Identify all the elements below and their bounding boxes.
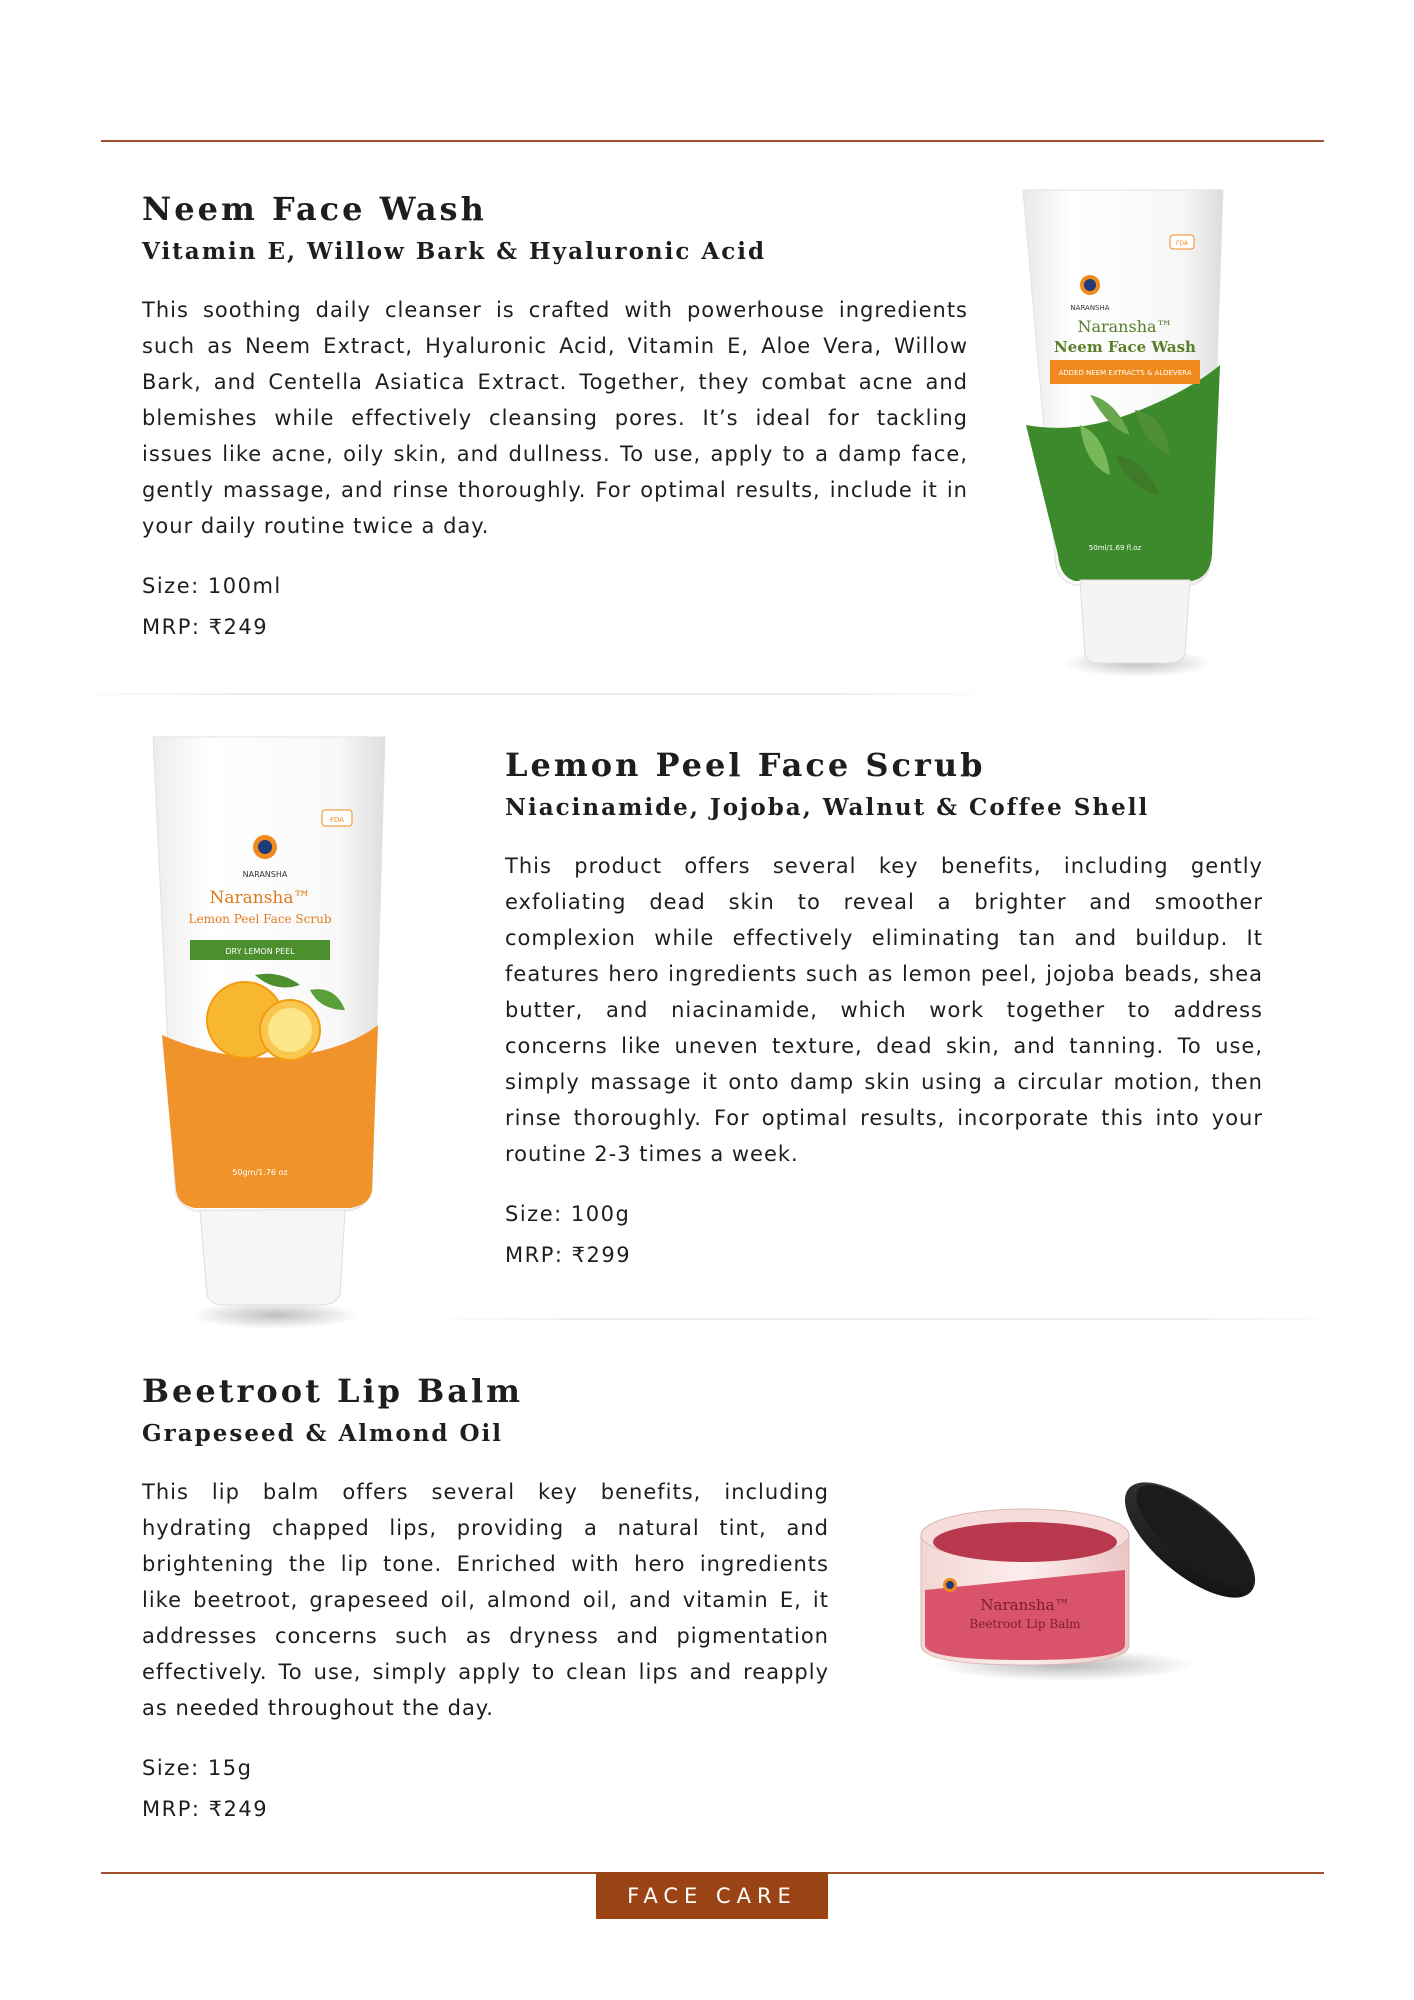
svg-text:ADDED NEEM EXTRACTS & ALOEVERA: ADDED NEEM EXTRACTS & ALOEVERA xyxy=(1058,369,1192,377)
product-subtitle: Vitamin E, Willow Bark & Hyaluronic Acid xyxy=(142,238,767,265)
product-mrp: MRP: ₹249 xyxy=(142,615,269,639)
svg-text:FDA: FDA xyxy=(1175,240,1189,247)
section-divider xyxy=(420,1318,1350,1320)
neem-face-wash-tube-image xyxy=(1020,185,1250,685)
svg-text:50ml/1.69 fl.oz: 50ml/1.69 fl.oz xyxy=(1088,544,1142,552)
product-subtitle: Grapeseed & Almond Oil xyxy=(142,1420,504,1447)
beetroot-lip-balm-jar-image xyxy=(905,1460,1265,1690)
svg-text:FDA: FDA xyxy=(329,816,345,824)
product-title: Beetroot Lip Balm xyxy=(142,1372,523,1410)
product-beetroot-lip-balm xyxy=(142,1372,829,1823)
product-size: Size: 15g xyxy=(142,1756,253,1780)
svg-text:NARANSHA: NARANSHA xyxy=(1070,304,1110,312)
product-title: Neem Face Wash xyxy=(142,190,487,228)
svg-text:Beetroot Lip Balm: Beetroot Lip Balm xyxy=(969,1617,1081,1631)
product-lemon-peel-face-scrub xyxy=(505,746,1263,1269)
product-title: Lemon Peel Face Scrub xyxy=(505,746,986,784)
svg-text:50gm/1.76 oz: 50gm/1.76 oz xyxy=(232,1168,288,1177)
lemon-peel-face-scrub-tube-image xyxy=(150,735,400,1335)
product-neem-face-wash xyxy=(142,190,968,641)
svg-text:Naransha™: Naransha™ xyxy=(1077,317,1173,336)
product-mrp: MRP: ₹249 xyxy=(142,1797,269,1821)
product-mrp: MRP: ₹299 xyxy=(505,1243,632,1267)
svg-text:Naransha™: Naransha™ xyxy=(209,888,311,908)
product-size: Size: 100g xyxy=(505,1202,631,1226)
product-description: This soothing daily cleanser is crafted with powerhouse ingredients such as Neem Extract, Hyaluronic Acid, Vitamin E, Aloe Vera, Willow Bark, and Centella Asiatica Extract. Together, they combat acne and blemishes while effectively cleansing pores. It’s ideal for tackling issues like acne, oily skin, and dullness. To use, apply to a damp face, gently massage, and rinse thoroughly. For optimal results, include it in your daily routine twice a day. xyxy=(142,298,968,538)
svg-text:NARANSHA: NARANSHA xyxy=(242,870,288,879)
section-label: FACE CARE xyxy=(596,1872,828,1919)
svg-text:Naransha™: Naransha™ xyxy=(980,1596,1070,1614)
product-subtitle: Niacinamide, Jojoba, Walnut & Coffee Shell xyxy=(505,794,1150,821)
svg-text:Neem Face Wash: Neem Face Wash xyxy=(1054,338,1196,356)
section-divider xyxy=(60,693,1010,695)
product-description: This lip balm offers several key benefits, including hydrating chapped lips, providing a natural tint, and brightening the lip tone. Enriched with hero ingredients like beetroot, grapeseed oil, almond oil, and vitamin E, it addresses concerns such as dryness and pigmentation effectively. To use, simply apply to clean lips and reapply as needed throughout the day. xyxy=(142,1480,829,1720)
product-description: This product offers several key benefits, including gently exfoliating dead skin to reveal a brighter and smoother complexion while effectively eliminating tan and buildup. It features hero ingredients such as lemon peel, jojoba beads, shea butter, and niacinamide, which work together to address concerns like uneven texture, dead skin, and tanning. To use, simply massage it onto damp skin using a circular motion, then rinse thoroughly. For optimal results, incorporate this into your routine 2-3 times a week. xyxy=(505,854,1263,1166)
product-size: Size: 100ml xyxy=(142,574,282,598)
top-rule xyxy=(101,140,1324,142)
svg-text:DRY LEMON PEEL: DRY LEMON PEEL xyxy=(225,947,295,956)
svg-text:Lemon Peel Face Scrub: Lemon Peel Face Scrub xyxy=(188,912,332,926)
